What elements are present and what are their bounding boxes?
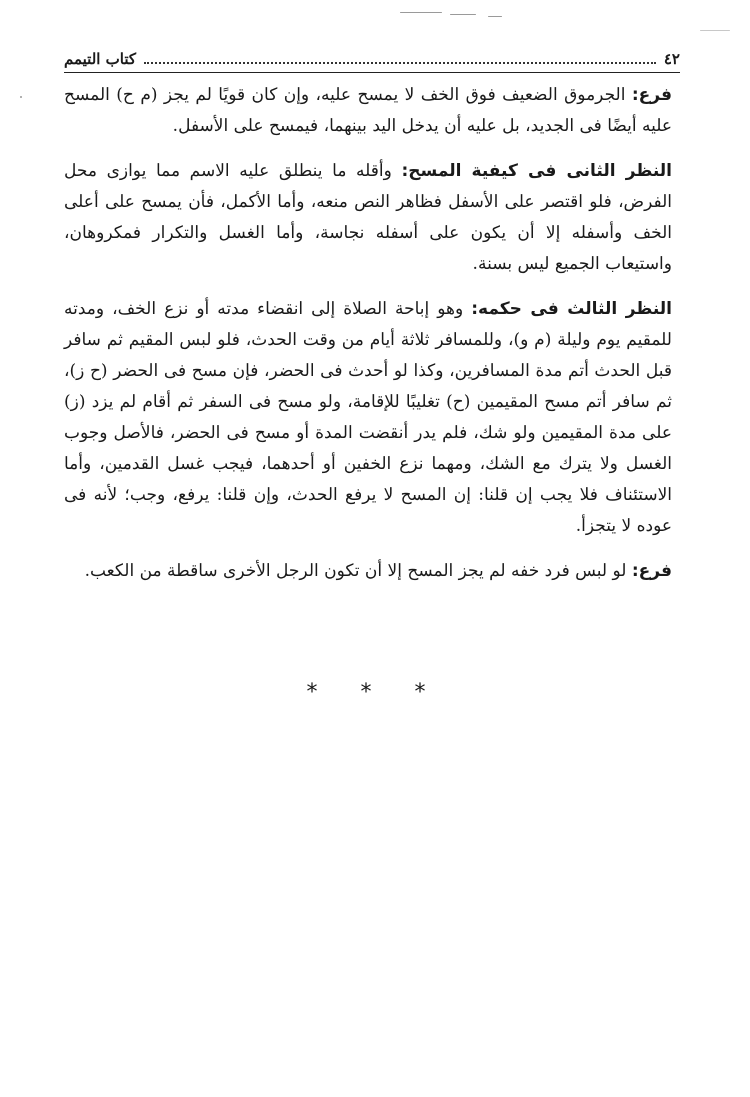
paragraph-far-1: [64, 80, 672, 142]
paragraph-text: وأقله ما ينطلق عليه الاسم مما يوازى محل الفرض، فلو اقتصر على الأسفل فظاهر النص منعه، وأما الأكمل، فأن يمسح على أعلى الخف وأسفله إلا أن يكون على أسفله نجاسة، وأما الغسل والتكرار فمكروهان، واستيعاب الجميع ليس بسنة.: [64, 161, 672, 274]
header-dot-leader: [144, 62, 656, 64]
paragraph-text: وهو إباحة الصلاة إلى انقضاء مدته أو نزع الخف، ومدته للمقيم يوم وليلة (م و)، وللمسافر ثلاثة أيام من وقت الحدث، فلو لبس المقيم ثم سافر قبل الحدث أتم مدة المسافرين، وكذا لو أحدث فى الحضر، فإن مسح فى الحضر (ح ز)، ثم سافر أتم مسح المقيمين (ح) تغليبًا للإقامة، ولو مسح فى السفر ثم أقام لم يزد (ز) على مدة المقيمين ولو شك، فلم يدر أنقضت المدة أو مسح فى الحضر، فالأصل وجوب الغسل ولا يترك مع الشك، ومهما نزع الخفين أو أحدهما، فيجب غسل القدمين، وأما الاستئناف فلا يجب إن قلنا: إن المسح لا يرفع الحدث، وإن قلنا: يرفع، وجب؛ لأنه فى عوده لا يتجزأ.: [64, 299, 672, 536]
paragraph-text: لو لبس فرد خفه لم يجز المسح إلا أن تكون الرجل الأخرى ساقطة من الكعب.: [84, 561, 632, 581]
section-separator: * * *: [306, 680, 444, 705]
scan-mark: [488, 16, 502, 17]
scan-mark: [700, 30, 730, 31]
body-text: [64, 80, 672, 601]
paragraph-nazar-3: [64, 294, 672, 542]
scan-mark: [20, 96, 22, 98]
paragraph-heading: النظر الثانى فى كيفية المسح:: [401, 161, 672, 181]
paragraph-heading: فرع:: [631, 85, 672, 105]
page-number: ٤٢: [663, 50, 680, 68]
paragraph-heading: فرع:: [631, 561, 672, 581]
paragraph-far-2: [64, 556, 672, 587]
paragraph-heading: النظر الثالث فى حكمه:: [471, 299, 672, 319]
running-header: [64, 48, 680, 70]
chapter-title: كتاب التيمم: [64, 50, 137, 68]
paragraph-nazar-2: [64, 156, 672, 280]
paragraph-text: الجرموق الضعيف فوق الخف لا يمسح عليه، وإن كان قويًا لم يجز (م ح) المسح عليه أيضًا فى الجديد، بل عليه أن يدخل اليد بينهما، فيمسح على الأسفل.: [64, 85, 672, 136]
header-rule: [64, 72, 680, 73]
scan-mark: [450, 14, 476, 15]
scan-mark: [400, 12, 442, 13]
